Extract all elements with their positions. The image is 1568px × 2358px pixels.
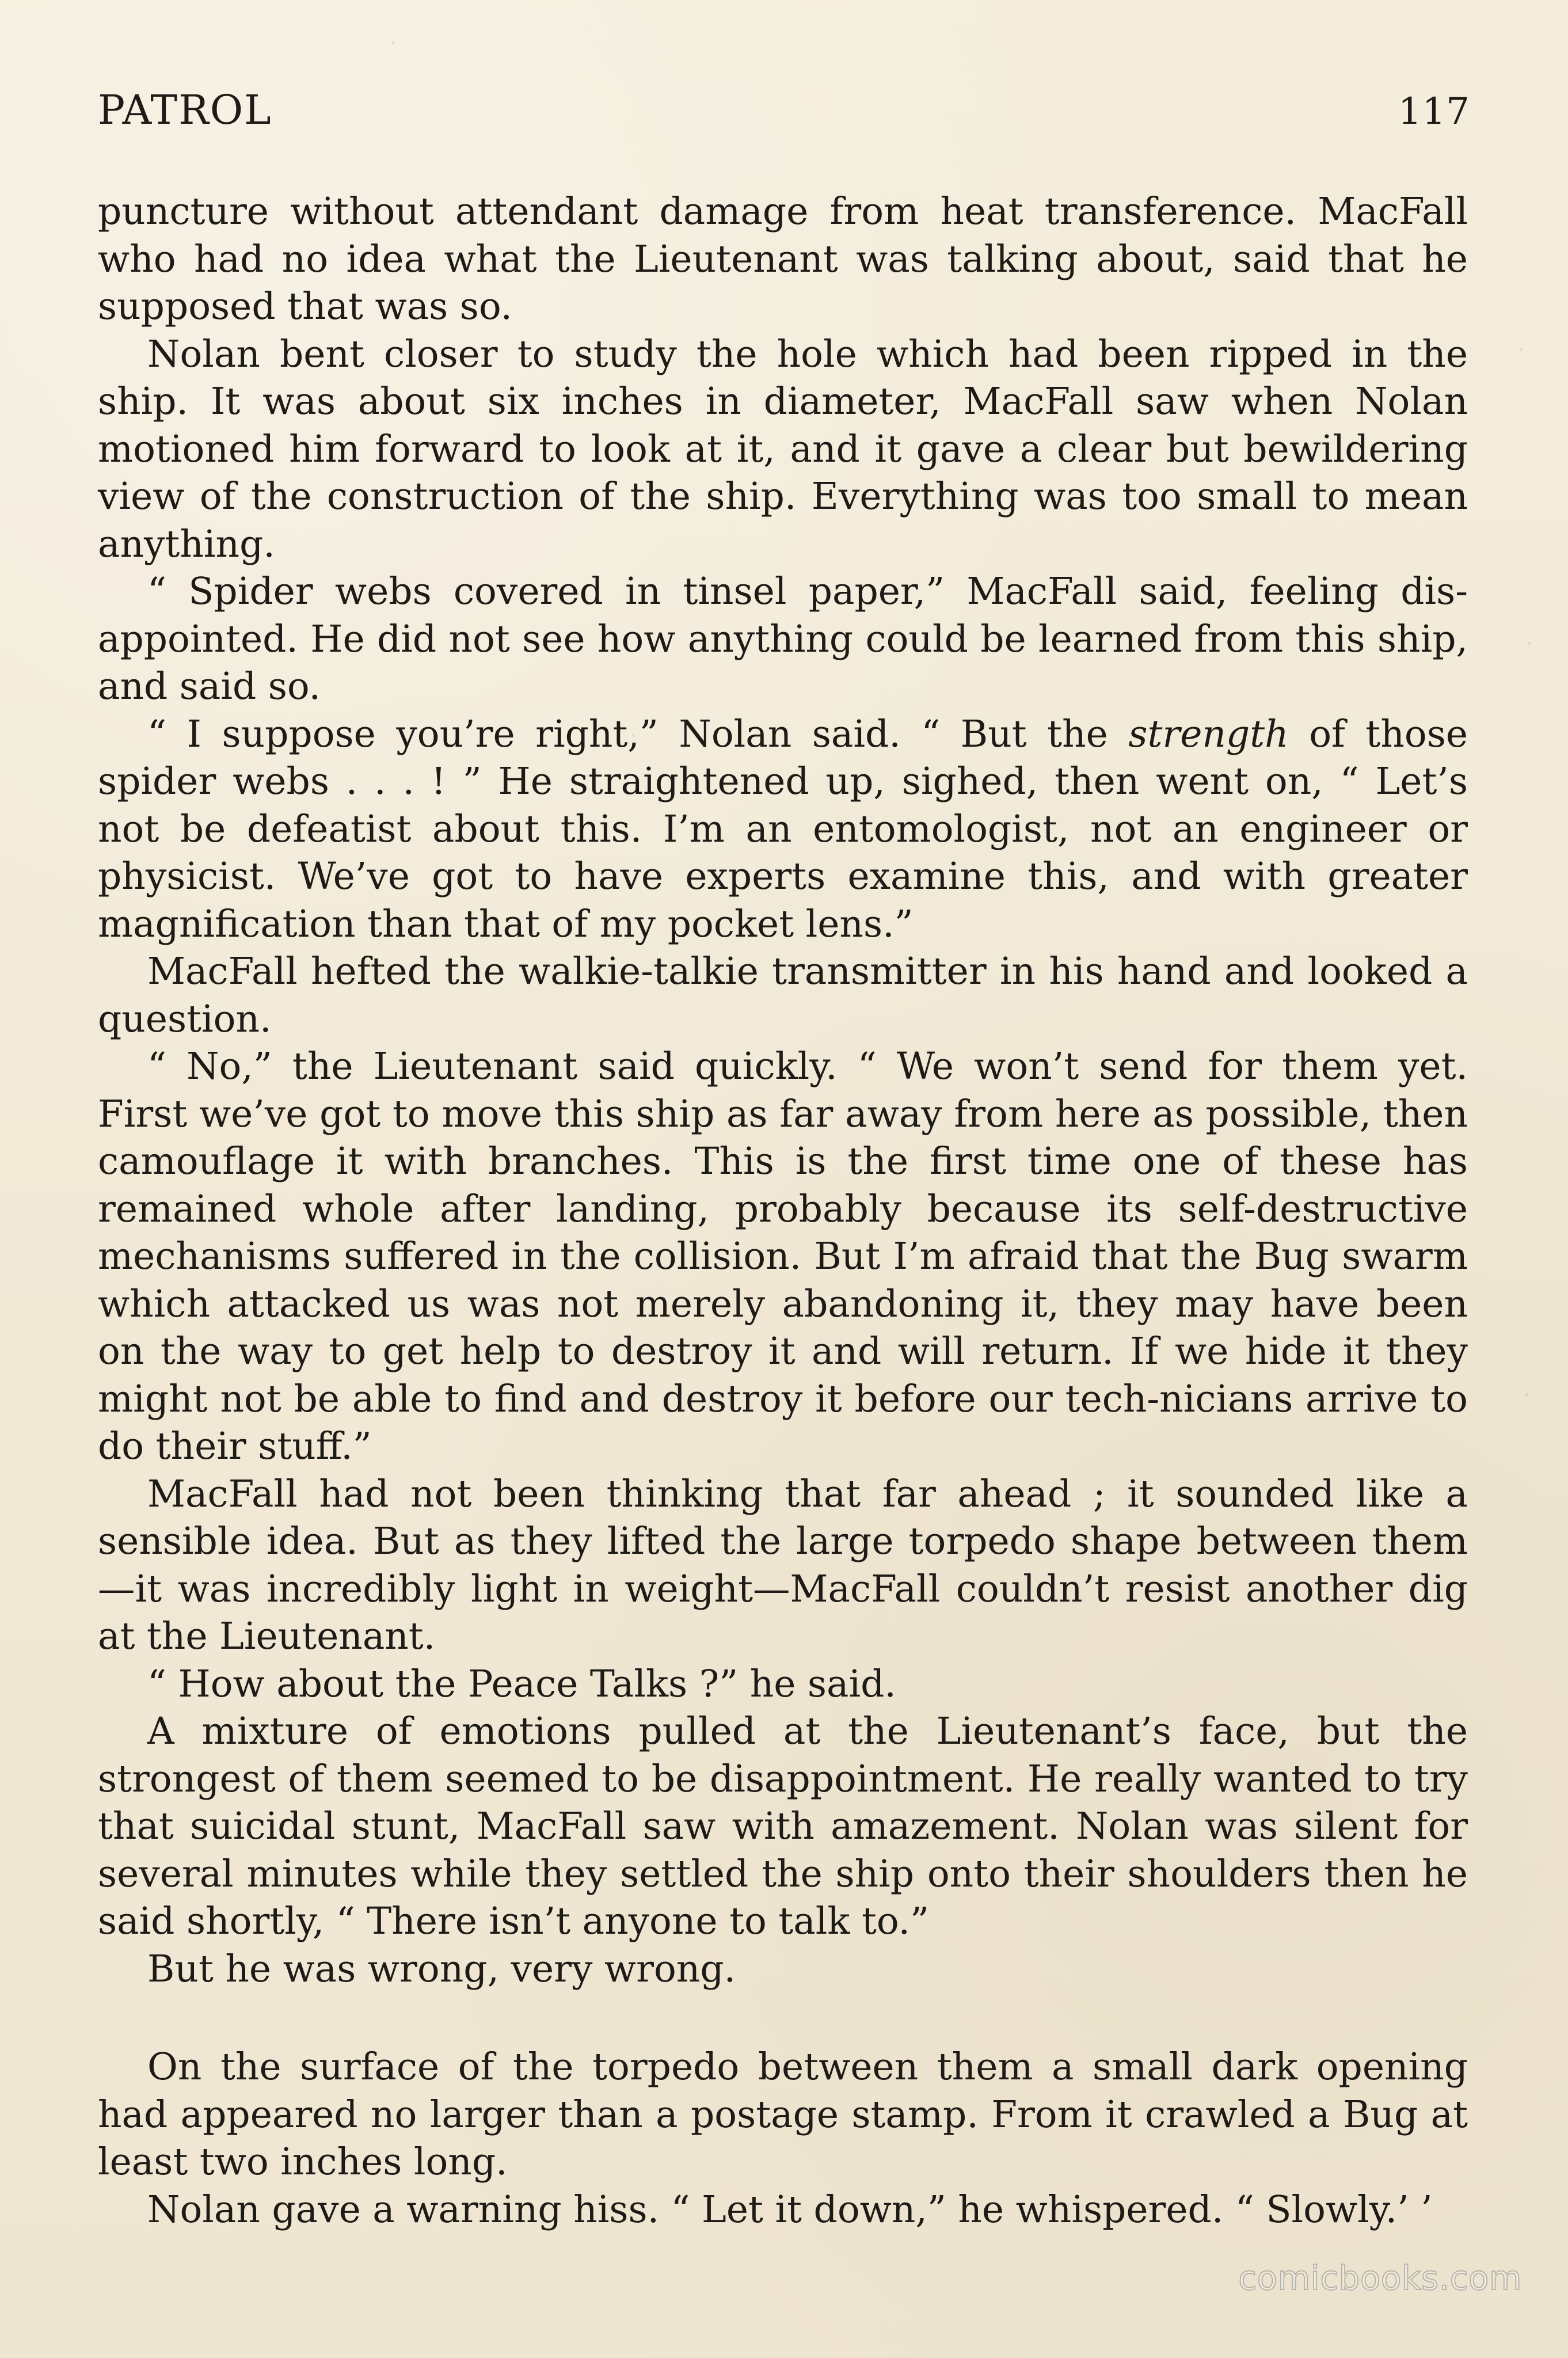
paragraph-3: “ Spider webs covered in tinsel paper,” MacFall said, feeling dis-appointed. He did not see how anything could be learned from this ship, and said so. (98, 570, 1468, 708)
paragraph-5: MacFall hefted the walkie-talkie transmitter in his hand and looked a question. (98, 950, 1468, 1041)
strength-emphasis: strength (1128, 712, 1289, 756)
paragraph-8: “ How about the Peace Talks ?” he said. (147, 1662, 896, 1706)
running-head: PATROL (98, 86, 272, 134)
paper-speck (391, 41, 394, 44)
paper-speck (1520, 348, 1523, 351)
page-number: 117 (1398, 90, 1470, 133)
paragraph-4-after: of those spider webs . . . ! ” He straightened up, sighed, then went on, “ Let’s not be defeatist about this. I’m an entomologist, not an engineer or physicist. We’ve got to have experts examine this, and with greater magnification than that of my pocket lens.” (98, 712, 1468, 946)
page-body (98, 188, 1468, 2234)
paragraph-6: “ No,” the Lieutenant said quickly. “ We won’t send for them yet. First we’ve got to move this ship as far away from here as possible, then camouflage it with branches. This is the first time one of these has remained whole after landing, probably because its self-destructive mechanisms suffered in the collision. But I’m afraid that the Bug swarm which attacked us was not merely abandoning it, they may have been on the way to get help to destroy it and will return. If we hide it they might not be able to find and destroy it before our tech-nicians arrive to do their stuff.” (98, 1045, 1468, 1468)
paragraph-12: Nolan gave a warning hiss. “ Let it down,” he whispered. “ Slowly.’ ’ (147, 2188, 1433, 2231)
paragraph-10: But he was wrong, very wrong. (147, 1947, 736, 1991)
watermark: comicbooks.com (1238, 2258, 1522, 2298)
paragraph-1: puncture without attendant damage from heat transference. MacFall who had no idea what the Lieutenant was talking about, said that he supposed that was so. (98, 190, 1468, 328)
paragraph-9: A mixture of emotions pulled at the Lieutenant’s face, but the strongest of them seemed to be disappointment. He really wanted to try that suicidal stunt, MacFall saw with amazement. Nolan was silent for several minutes while they settled the ship onto their shoulders then he said shortly, “ There isn’t anyone to talk to.” (98, 1710, 1468, 1943)
paper-speck (1525, 1393, 1528, 1396)
page-header (98, 86, 1470, 138)
paragraph-11: On the surface of the torpedo between them a small dark opening had appeared no larger than a postage stamp. From it crawled a Bug at least two inches long. (98, 2045, 1468, 2184)
section-break (98, 1993, 1468, 2044)
paragraph-7: MacFall had not been thinking that far ahead ; it sounded like a sensible idea. But as they lifted the large torpedo shape between them —it was incredibly light in weight—MacFall couldn’t resist another dig at the Lieutenant. (98, 1472, 1468, 1658)
paragraph-2: Nolan bent closer to study the hole which had been ripped in the ship. It was about six inches in diameter, MacFall saw when Nolan motioned him forward to look at it, and it gave a clear but bewildering view of the construction of the ship. Everything was too small to mean anything. (98, 332, 1468, 566)
paragraph-4 (98, 711, 1468, 949)
paragraph-4-before: “ I suppose you’re right,” Nolan said. “ But the (147, 712, 1129, 756)
paper-speck (1528, 642, 1531, 645)
